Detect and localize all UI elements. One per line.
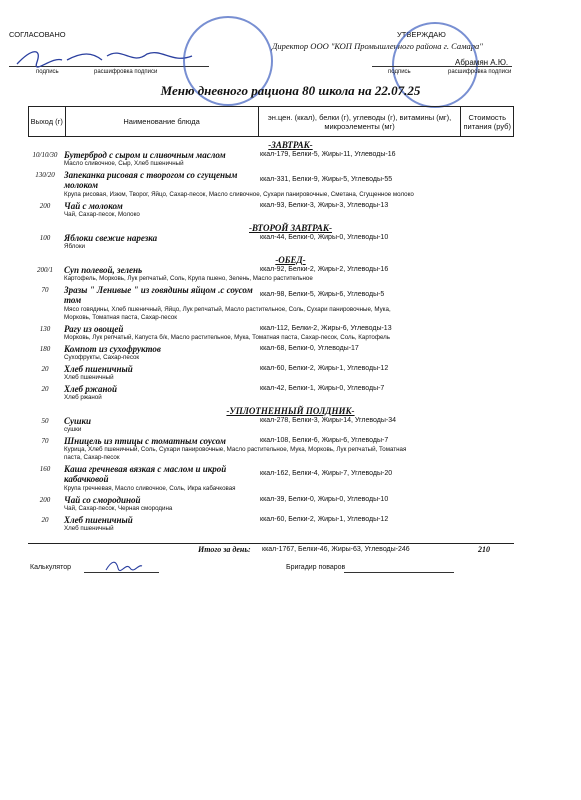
dish-yield: 70	[41, 437, 49, 445]
dish-name: Рагу из овощей	[64, 324, 124, 334]
dish-ingredients-cont: Морковь, Томатная паста, Сахар-песок	[64, 314, 177, 321]
dish-name: Зразы " Ленивые " из говядины яйцом .с соусом том	[64, 285, 253, 305]
header-yield: Выход (г)	[29, 107, 66, 137]
dish-yield: 200	[39, 202, 51, 210]
calculator-signature	[104, 558, 144, 574]
calculator-label: Калькулятор	[30, 564, 71, 571]
dish-nutrition: ккал-68, Белки-0, Углеводы-17	[260, 345, 359, 352]
dish-ingredients: Морковь, Лук репчатый, Капуста б/к, Масло растительное, Мука, Томатная паста, Сахар-песок, Соль, Картофель	[64, 334, 391, 341]
dish-name: Чай со смородиной	[64, 495, 141, 505]
total-price: 210	[478, 545, 490, 554]
dish-ingredients: Масло сливочное, Сыр, Хлеб пшеничный	[64, 160, 184, 167]
dish-nutrition: ккал-98, Белки-5, Жиры-6, Углеводы-5	[260, 291, 385, 298]
dish-name: Запеканка рисовая с творогом со сгущеным молоком	[64, 170, 238, 190]
dish-nutrition: ккал-112, Белки-2, Жиры-6, Углеводы-13	[260, 325, 392, 332]
dish-yield: 70	[41, 286, 49, 294]
dish-yield: 180	[39, 345, 51, 353]
dish-nutrition: ккал-60, Белки-2, Жиры-1, Углеводы-12	[260, 516, 389, 523]
header-name: Наименование блюда	[65, 107, 258, 137]
section-title: -ЗАВТРАК-	[268, 140, 313, 150]
dish-nutrition: ккал-93, Белки-3, Жиры-3, Углеводы-13	[260, 202, 389, 209]
dish-yield: 20	[41, 385, 49, 393]
dish-nutrition: ккал-179, Белки-5, Жиры-11, Углеводы-16	[260, 151, 396, 158]
section-title: -УПЛОТНЕННЫЙ ПОЛДНИК-	[226, 406, 355, 416]
header-cost: Стоимость питания (руб)	[461, 107, 514, 137]
dish-name: Сушки	[64, 416, 92, 426]
right-signature-caption: подпись	[388, 69, 411, 75]
dish-nutrition: ккал-44, Белки-0, Жиры-0, Углеводы-10	[260, 234, 389, 241]
dish-name: Суп полевой, зелень	[64, 265, 143, 275]
menu-table-header	[28, 106, 514, 137]
dish-yield: 130	[39, 325, 51, 333]
dish-ingredients: Хлеб ржаной	[64, 394, 102, 401]
dish-ingredients: Яблоки	[64, 243, 86, 250]
approve-label: УТВЕРЖДАЮ	[397, 30, 446, 39]
dish-yield: 200/1	[37, 266, 53, 274]
chef-label: Бригадир поваров	[286, 564, 346, 571]
dish-name: Хлеб ржаной	[64, 384, 117, 394]
header-nutrition: эн.цен. (ккал), белки (г), углеводы (г), витамины (мг), микроэлементы (мг)	[258, 107, 461, 137]
dish-yield: 20	[41, 365, 49, 373]
dish-yield: 200	[39, 496, 51, 504]
dish-nutrition: ккал-39, Белки-0, Жиры-0, Углеводы-10	[260, 496, 389, 503]
dish-ingredients: Курица, Хлеб пшеничный, Соль, Сухари панировочные, Масло растительное, Мука, Морковь, Лук репчатый, Томатная	[64, 446, 407, 453]
total-label: Итого за день:	[198, 545, 251, 554]
dish-yield: 130/20	[35, 171, 55, 179]
total-value: ккал-1767, Белки-46, Жиры-63, Углеводы-246	[262, 546, 410, 553]
director-title: Директор ООО "КОП Промышленного района г. Самара"	[272, 41, 483, 51]
dish-nutrition: ккал-162, Белки-4, Жиры-7, Углеводы-20	[260, 470, 393, 477]
dish-yield: 160	[39, 465, 51, 473]
dish-ingredients: Крупа гречневая, Масло сливочное, Соль, Икра кабачковая	[64, 485, 236, 492]
dish-name: Яблоки свежие нарезка	[64, 233, 158, 243]
right-decode-caption: расшифровка подписи	[448, 69, 512, 75]
chef-signature-line	[344, 572, 454, 573]
dish-name: Бутерброд с сыром и сливочным маслом	[64, 150, 226, 160]
dish-nutrition: ккал-108, Белки-6, Жиры-6, Углеводы-7	[260, 437, 389, 444]
dish-name: Шницель из птицы с томатным соусом	[64, 436, 226, 446]
dish-ingredients: Мясо говядины, Хлеб пшеничный, Яйцо, Лук репчатый, Масло растительное, Соль, Сухари панировочные, Мука,	[64, 306, 391, 313]
approved-label: СОГЛАСОВАНО	[9, 30, 66, 39]
dish-ingredients: Картофель, Морковь, Лук репчатый, Соль, Крупа пшено, Зелень, Масло растительное	[64, 275, 313, 282]
dish-nutrition: ккал-92, Белки-2, Жиры-2, Углеводы-16	[260, 266, 389, 273]
dish-nutrition: ккал-278, Белки-3, Жиры-14, Углеводы-34	[260, 417, 397, 424]
dish-yield: 10/10/30	[32, 151, 58, 159]
dish-nutrition: ккал-60, Белки-2, Жиры-1, Углеводы-12	[260, 365, 389, 372]
dish-ingredients: Хлеб пшеничный	[64, 525, 114, 532]
left-signature-caption: подпись	[36, 69, 59, 75]
dish-ingredients: сушки	[64, 426, 82, 433]
section-title: -ОБЕД-	[275, 255, 306, 265]
dish-ingredients: Крупа рисовая, Изюм, Творог, Яйцо, Сахар-песок, Масло сливочное, Сухари панировочные, Сметана, Сгущенное молоко	[64, 191, 414, 198]
dish-ingredients: Чай, Сахар-песок, Молоко	[64, 211, 140, 218]
dish-ingredients: Чай, Сахар-песок, Черная смородина	[64, 505, 173, 512]
section-title: -ВТОРОЙ ЗАВТРАК-	[249, 223, 332, 233]
total-divider	[28, 543, 514, 544]
dish-yield: 50	[41, 417, 49, 425]
dish-name: Хлеб пшеничный	[64, 364, 133, 374]
dish-nutrition: ккал-42, Белки-1, Жиры-0, Углеводы-7	[260, 385, 385, 392]
dish-ingredients-cont: паста, Сахар-песок	[64, 454, 120, 461]
dish-ingredients: Сухофрукты, Сахар-песок	[64, 354, 140, 361]
left-decode-caption: расшифровка подписи	[94, 69, 158, 75]
dish-yield: 100	[39, 234, 51, 242]
dish-nutrition: ккал-331, Белки-9, Жиры-5, Углеводы-55	[260, 176, 393, 183]
dish-name: Каша гречневая вязкая с маслом и икрой кабачковой	[64, 464, 227, 484]
dish-name: Компот из сухофруктов	[64, 344, 161, 354]
dish-yield: 20	[41, 516, 49, 524]
right-signer-name: Абрамян А.Ю.	[455, 58, 509, 67]
dish-ingredients: Хлеб пшеничный	[64, 374, 114, 381]
dish-name: Хлеб пшеничный	[64, 515, 133, 525]
dish-name: Чай с молоком	[64, 201, 123, 211]
page-title: Меню дневного рациона 80 школа на 22.07.25	[160, 83, 421, 98]
